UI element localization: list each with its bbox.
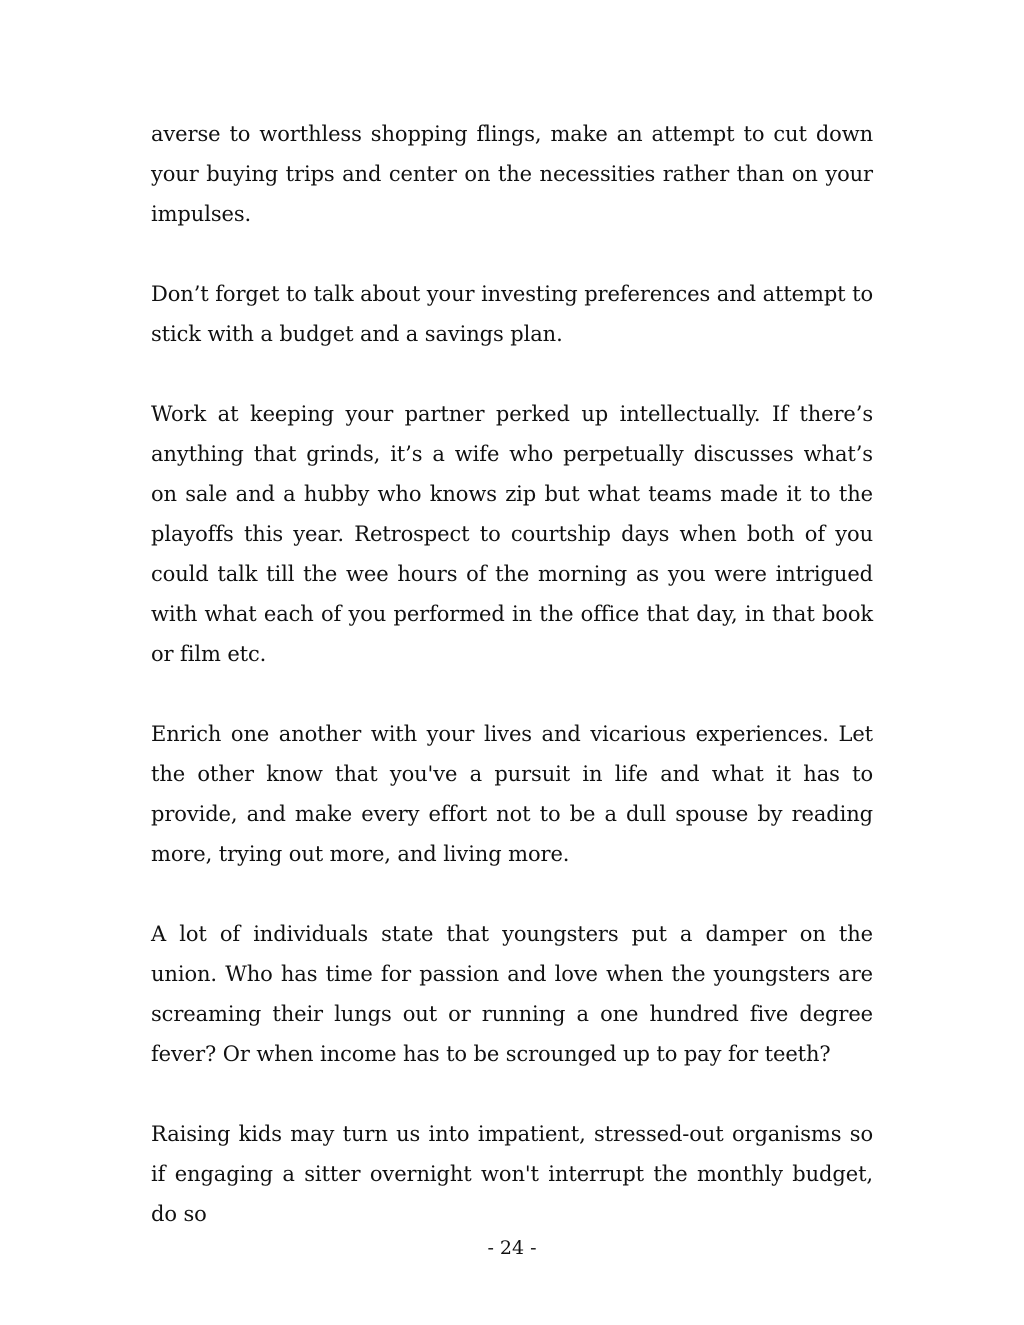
paragraph-3: Work at keeping your partner perked up intellectually. If there’s anything that grinds, it’s a wife who perpetually discusses what’s on sale and a hubby who knows zip but what teams made it to the playoffs this year. Retrospect to courtship days when both of you could talk till the wee hours of the morning as you were intrigued with what each of you performed in the office that day, in that book or film etc. bbox=[151, 402, 873, 666]
page-number: - 24 - bbox=[487, 1237, 537, 1259]
paragraph-2: Don’t forget to talk about your investing preferences and attempt to stick with a budget and a savings plan. bbox=[151, 282, 873, 346]
paragraph-6: Raising kids may turn us into impatient, stressed-out organisms so if engaging a sitter overnight won't interrupt the monthly budget, do so bbox=[151, 1122, 873, 1226]
document-body bbox=[151, 114, 873, 1274]
paragraph-5: A lot of individuals state that youngsters put a damper on the union. Who has time for passion and love when the youngsters are screaming their lungs out or running a one hundred five degree fever? Or when income has to be scrounged up to pay for teeth? bbox=[151, 922, 873, 1066]
paragraph-4: Enrich one another with your lives and vicarious experiences. Let the other know that you've a pursuit in life and what it has to provide, and make every effort not to be a dull spouse by reading more, trying out more, and living more. bbox=[151, 722, 873, 866]
paragraph-1: averse to worthless shopping flings, make an attempt to cut down your buying trips and center on the necessities rather than on your impulses. bbox=[151, 122, 873, 226]
